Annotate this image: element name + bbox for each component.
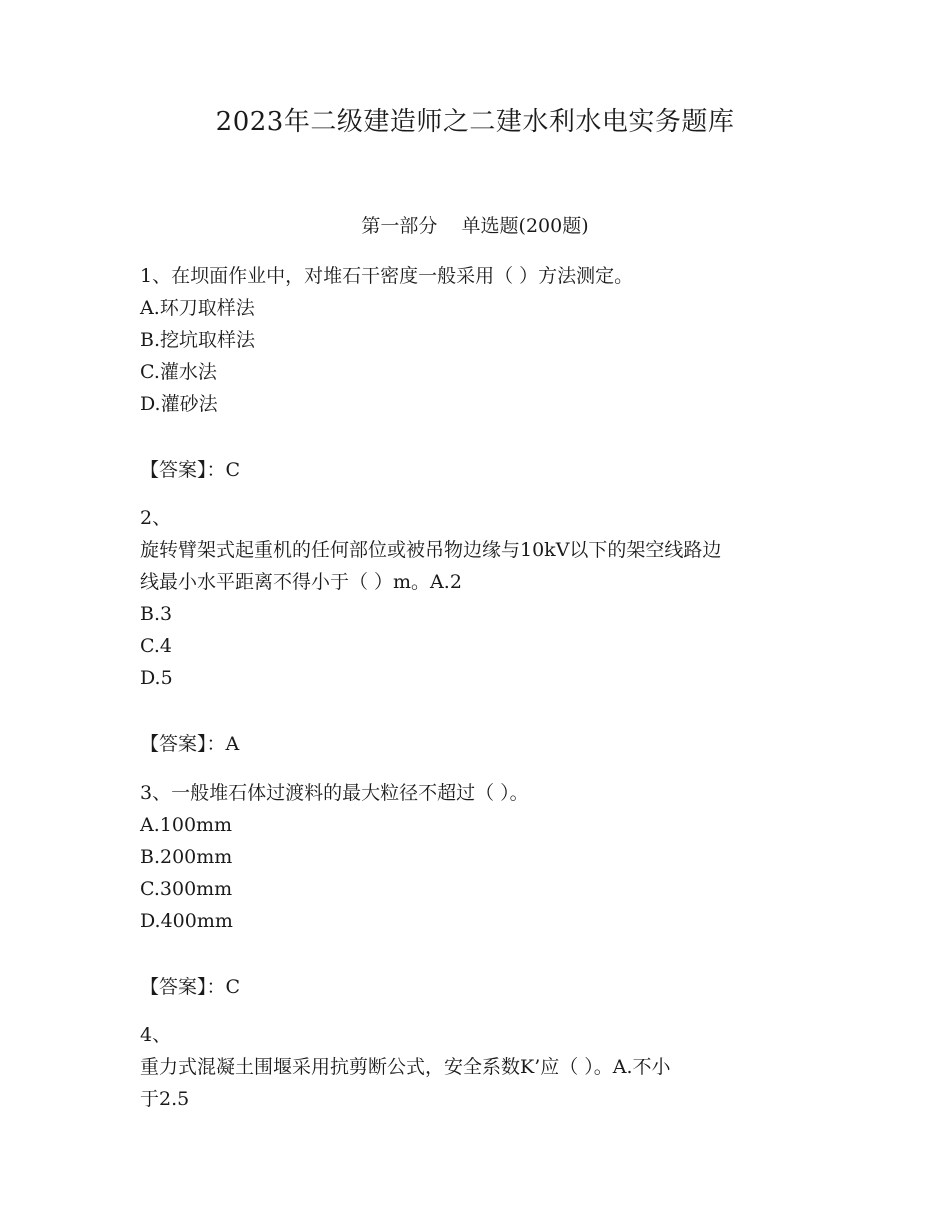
question-4-number: 4、 (140, 1024, 172, 1046)
question-2-option-b: B.3 (140, 603, 173, 625)
question-2-number: 2、 (140, 507, 172, 529)
question-1-option-c: C.灌水法 (140, 361, 217, 383)
question-1-option-b: B.挖坑取样法 (140, 329, 256, 351)
question-4-stem-line-2: 于2.5 (140, 1088, 190, 1110)
document-title: 2023年二级建造师之二建水利水电实务题库 (215, 107, 735, 137)
question-2-answer: 【答案】：A (140, 733, 240, 755)
section-title: 第一部分 单选题(200题) (361, 215, 589, 237)
question-1-option-d: D.灌砂法 (140, 393, 218, 415)
question-1-stem: 1、在坝面作业中，对堆石干密度一般采用（ ）方法测定。 (140, 265, 634, 287)
question-3-option-d: D.400mm (140, 910, 233, 932)
question-2-option-d: D.5 (140, 667, 173, 689)
question-3-option-b: B.200mm (140, 846, 233, 868)
question-3-answer: 【答案】：C (140, 976, 241, 998)
question-3-option-c: C.300mm (140, 878, 233, 900)
question-3-stem: 3、一般堆石体过渡料的最大粒径不超过（ ）。 (140, 782, 529, 804)
question-4-stem-line-1: 重力式混凝土围堰采用抗剪断公式，安全系数K’应（ ）。A.不小 (140, 1056, 671, 1078)
question-2-stem-line-1: 旋转臂架式起重机的任何部位或被吊物边缘与10kV以下的架空线路边 (140, 539, 722, 561)
question-1-answer: 【答案】：C (140, 459, 241, 481)
question-1-option-a: A.环刀取样法 (140, 297, 255, 319)
question-2-option-c: C.4 (140, 635, 172, 657)
question-3-option-a: A.100mm (140, 814, 233, 836)
question-2-stem-line-2: 线最小水平距离不得小于（ ）m。A.2 (140, 571, 462, 593)
